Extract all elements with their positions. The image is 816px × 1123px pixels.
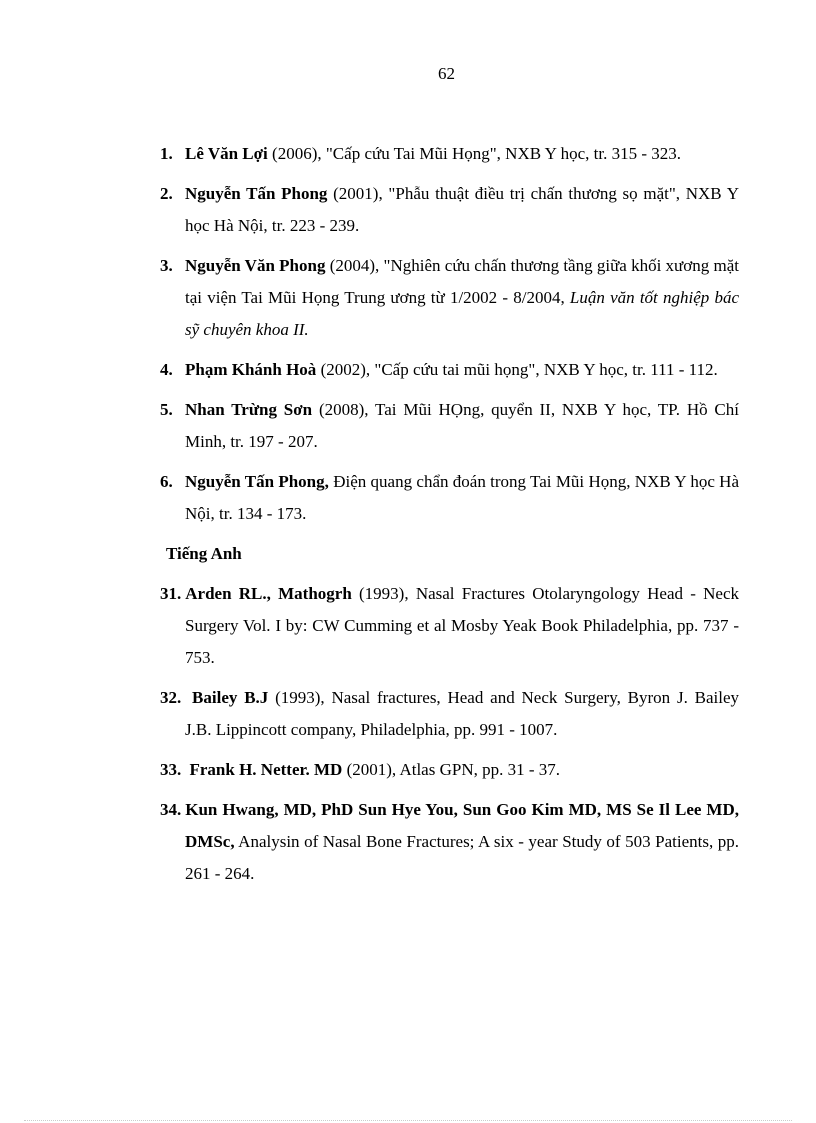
reference-number: 5. — [160, 400, 173, 419]
reference-details: (2006), "Cấp cứu Tai Mũi Họng", NXB Y học, tr. 315 - 323. — [267, 144, 681, 163]
reference-item — [160, 138, 739, 170]
reference-authors: Arden RL., Mathogrh — [185, 584, 352, 603]
reference-list — [160, 138, 739, 898]
reference-number: 4. — [160, 360, 173, 379]
reference-number: 1. — [160, 144, 173, 163]
reference-item — [160, 178, 739, 242]
reference-authors: Bailey B.J — [185, 688, 269, 707]
reference-authors: Nguyễn Tấn Phong — [185, 184, 328, 203]
reference-item — [160, 354, 739, 386]
reference-details: Analysin of Nasal Bone Fractures; A six - year Study of 503 Patients, pp. 261 - 264. — [185, 832, 739, 883]
reference-item — [160, 754, 739, 786]
reference-details: (1993), Nasal fractures, Head and Neck Surgery, Byron J. Bailey J.B. Lippincott company, Philadelphia, pp. 991 - 1007. — [185, 688, 739, 739]
reference-authors: Frank H. Netter. MD — [185, 760, 343, 779]
reference-details: (2001), Atlas GPN, pp. 31 - 37. — [342, 760, 561, 779]
reference-authors: Lê Văn Lợi — [185, 144, 268, 163]
reference-number: 2. — [160, 184, 173, 203]
reference-thesis-type: Luận văn tốt nghiệp bác sỹ chuyên khoa II. — [185, 288, 739, 339]
reference-number: 6. — [160, 472, 173, 491]
reference-number: 31. — [160, 584, 182, 603]
reference-item — [160, 682, 739, 746]
reference-authors: Nguyễn Văn Phong — [185, 256, 326, 275]
reference-authors: Phạm Khánh Hoà — [185, 360, 317, 379]
reference-authors: Nhan Trừng Sơn — [185, 400, 313, 419]
reference-details: Điện quang chẩn đoán trong Tai Mũi Họng, NXB Y học Hà Nội, tr. 134 - 173. — [185, 472, 739, 523]
reference-item — [160, 466, 739, 530]
reference-number: 33. — [160, 760, 182, 779]
section-heading: Tiếng Anh — [166, 544, 242, 563]
reference-details: (2001), "Phẫu thuật điều trị chấn thương sọ mặt", NXB Y học Hà Nội, tr. 223 - 239. — [185, 184, 739, 235]
reference-number: 3. — [160, 256, 173, 275]
page-number: 62 — [438, 64, 455, 83]
reference-item — [160, 794, 739, 890]
reference-details: (1993), Nasal Fractures Otolaryngology Head - Neck Surgery Vol. I by: CW Cumming et al Mosby Yeak Book Philadelphia, pp. 737 - 753. — [185, 584, 739, 667]
page-bottom-divider — [24, 1120, 792, 1121]
reference-item — [160, 578, 739, 674]
reference-item — [160, 394, 739, 458]
reference-authors: Kun Hwang, MD, PhD Sun Hye You, Sun Goo Kim MD, MS Se Il Lee MD, DMSc, — [185, 800, 739, 851]
reference-details: (2008), Tai Mũi HỌng, quyển II, NXB Y học, TP. Hồ Chí Minh, tr. 197 - 207. — [185, 400, 739, 451]
reference-number: 32. — [160, 688, 182, 707]
reference-number: 34. — [160, 800, 182, 819]
reference-authors: Nguyễn Tấn Phong, — [185, 472, 329, 491]
reference-details: (2004), "Nghiên cứu chấn thương tầng giữa khối xương mặt tại viện Tai Mũi Họng Trung ương từ 1/2002 - 8/2004, — [185, 256, 739, 307]
reference-item — [160, 250, 739, 346]
reference-details: (2002), "Cấp cứu tai mũi họng", NXB Y học, tr. 111 - 112. — [316, 360, 718, 379]
